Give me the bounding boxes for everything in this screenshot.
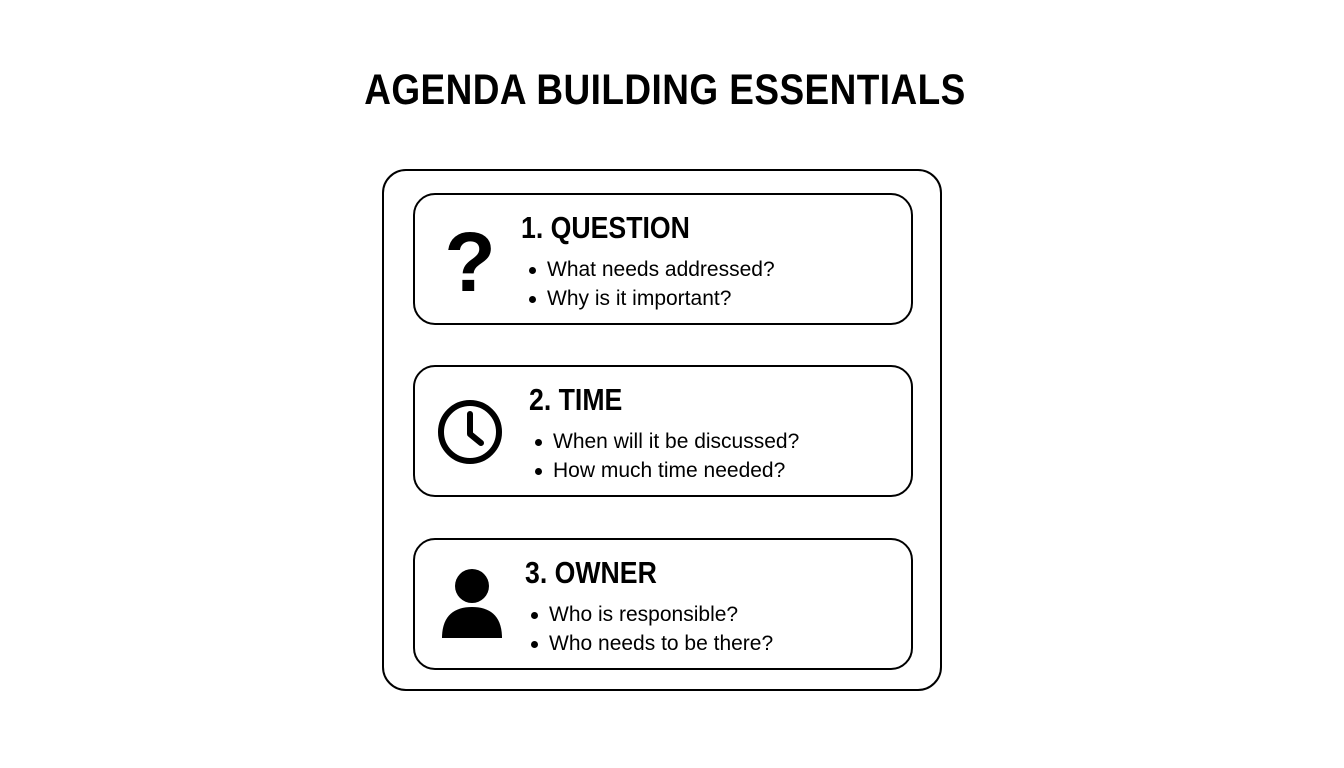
- list-item: [529, 284, 775, 313]
- bullet-text: What needs addressed?: [547, 258, 775, 281]
- card-heading: 2. TIME: [529, 382, 623, 417]
- question-mark-icon: [437, 221, 503, 297]
- bullet-text: Who needs to be there?: [549, 632, 774, 655]
- bullet-dot: [529, 296, 536, 303]
- list-item: [531, 629, 773, 658]
- card-heading: 1. QUESTION: [521, 210, 690, 245]
- bullet-dot: [535, 439, 542, 446]
- bullet-text: When will it be discussed?: [553, 430, 800, 453]
- bullet-dot: [531, 641, 538, 648]
- page-title: AGENDA BUILDING ESSENTIALS: [364, 66, 966, 114]
- bullet-text: Why is it important?: [547, 287, 732, 310]
- bullet-list: [531, 600, 773, 658]
- bullet-list: [529, 255, 775, 313]
- clock-icon: [437, 393, 503, 469]
- bullet-dot: [531, 612, 538, 619]
- list-item: [529, 255, 775, 284]
- bullet-list: [535, 427, 799, 485]
- bullet-text: Who is responsible?: [549, 603, 739, 626]
- svg-text:?: ?: [444, 221, 496, 297]
- list-item: [531, 600, 773, 629]
- bullet-dot: [529, 267, 536, 274]
- card-question: [413, 193, 913, 325]
- bullet-dot: [535, 468, 542, 475]
- card-time: [413, 365, 913, 497]
- card-heading: 3. OWNER: [525, 555, 657, 590]
- list-item: [535, 456, 799, 485]
- list-item: [535, 427, 799, 456]
- card-owner: [413, 538, 913, 670]
- person-icon: [437, 566, 503, 642]
- bullet-text: How much time needed?: [553, 459, 786, 482]
